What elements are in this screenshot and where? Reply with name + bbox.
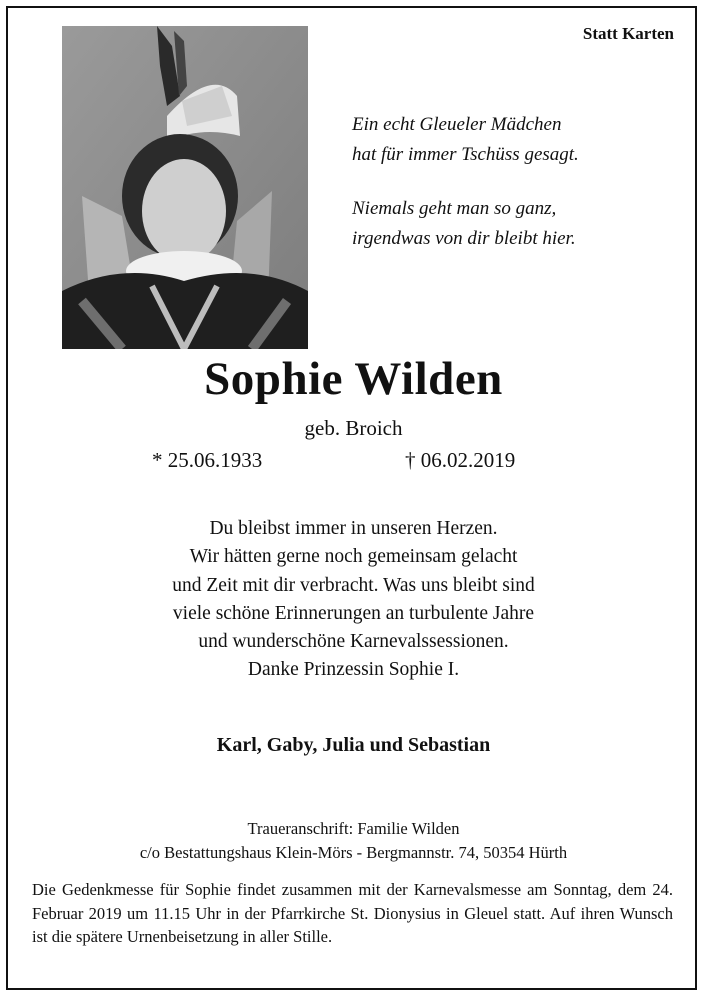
statt-karten-label: Statt Karten: [582, 24, 674, 43]
memorial-message: [0, 515, 707, 685]
message-line: und wunderschöne Karnevalssessionen.: [198, 631, 509, 653]
poem-line: Ein echt Gleueler Mädchen: [352, 114, 562, 135]
message-line: Du bleibst immer in unseren Herzen.: [209, 518, 498, 539]
poem-line: irgendwas von dir bleibt hier.: [352, 228, 576, 249]
birth-date: * 25.06.1933: [152, 448, 263, 472]
address-line: Traueranschrift: Familie Wilden: [247, 819, 460, 838]
message-line: Wir hätten gerne noch gemeinsam gelacht: [189, 546, 518, 568]
poem-stanza-1: [352, 110, 579, 170]
family-signature: Karl, Gaby, Julia und Sebastian: [216, 734, 491, 756]
poem-line: Niemals geht man so ganz,: [352, 198, 557, 219]
memorial-mass-notice: Die Gedenkmesse für Sophie findet zusammen mit der Karnevalsmesse am Sonntag, dem 24. Februar 2019 um 11.15 Uhr in der Pfarrkirche St. Dionysius in Gleuel statt. Auf ihren Wunsch ist die spätere Urnenbeisetzung in aller Stille.: [32, 880, 673, 946]
deceased-name: Sophie Wilden: [204, 353, 503, 405]
poem-line: hat für immer Tschüss gesagt.: [352, 144, 579, 165]
message-line: und Zeit mit dir verbracht. Was uns bleibt sind: [172, 574, 535, 596]
message-line: viele schöne Erinnerungen an turbulente Jahre: [172, 602, 535, 624]
message-line: Danke Prinzessin Sophie I.: [247, 659, 460, 681]
mourning-address: [0, 817, 707, 865]
address-line: c/o Bestattungshaus Klein-Mörs - Bergmannstr. 74, 50354 Hürth: [139, 843, 568, 862]
portrait-photo: [62, 26, 308, 349]
death-date: † 06.02.2019: [405, 448, 516, 472]
poem-stanza-2: [352, 194, 576, 254]
birth-name: geb. Broich: [304, 416, 403, 440]
